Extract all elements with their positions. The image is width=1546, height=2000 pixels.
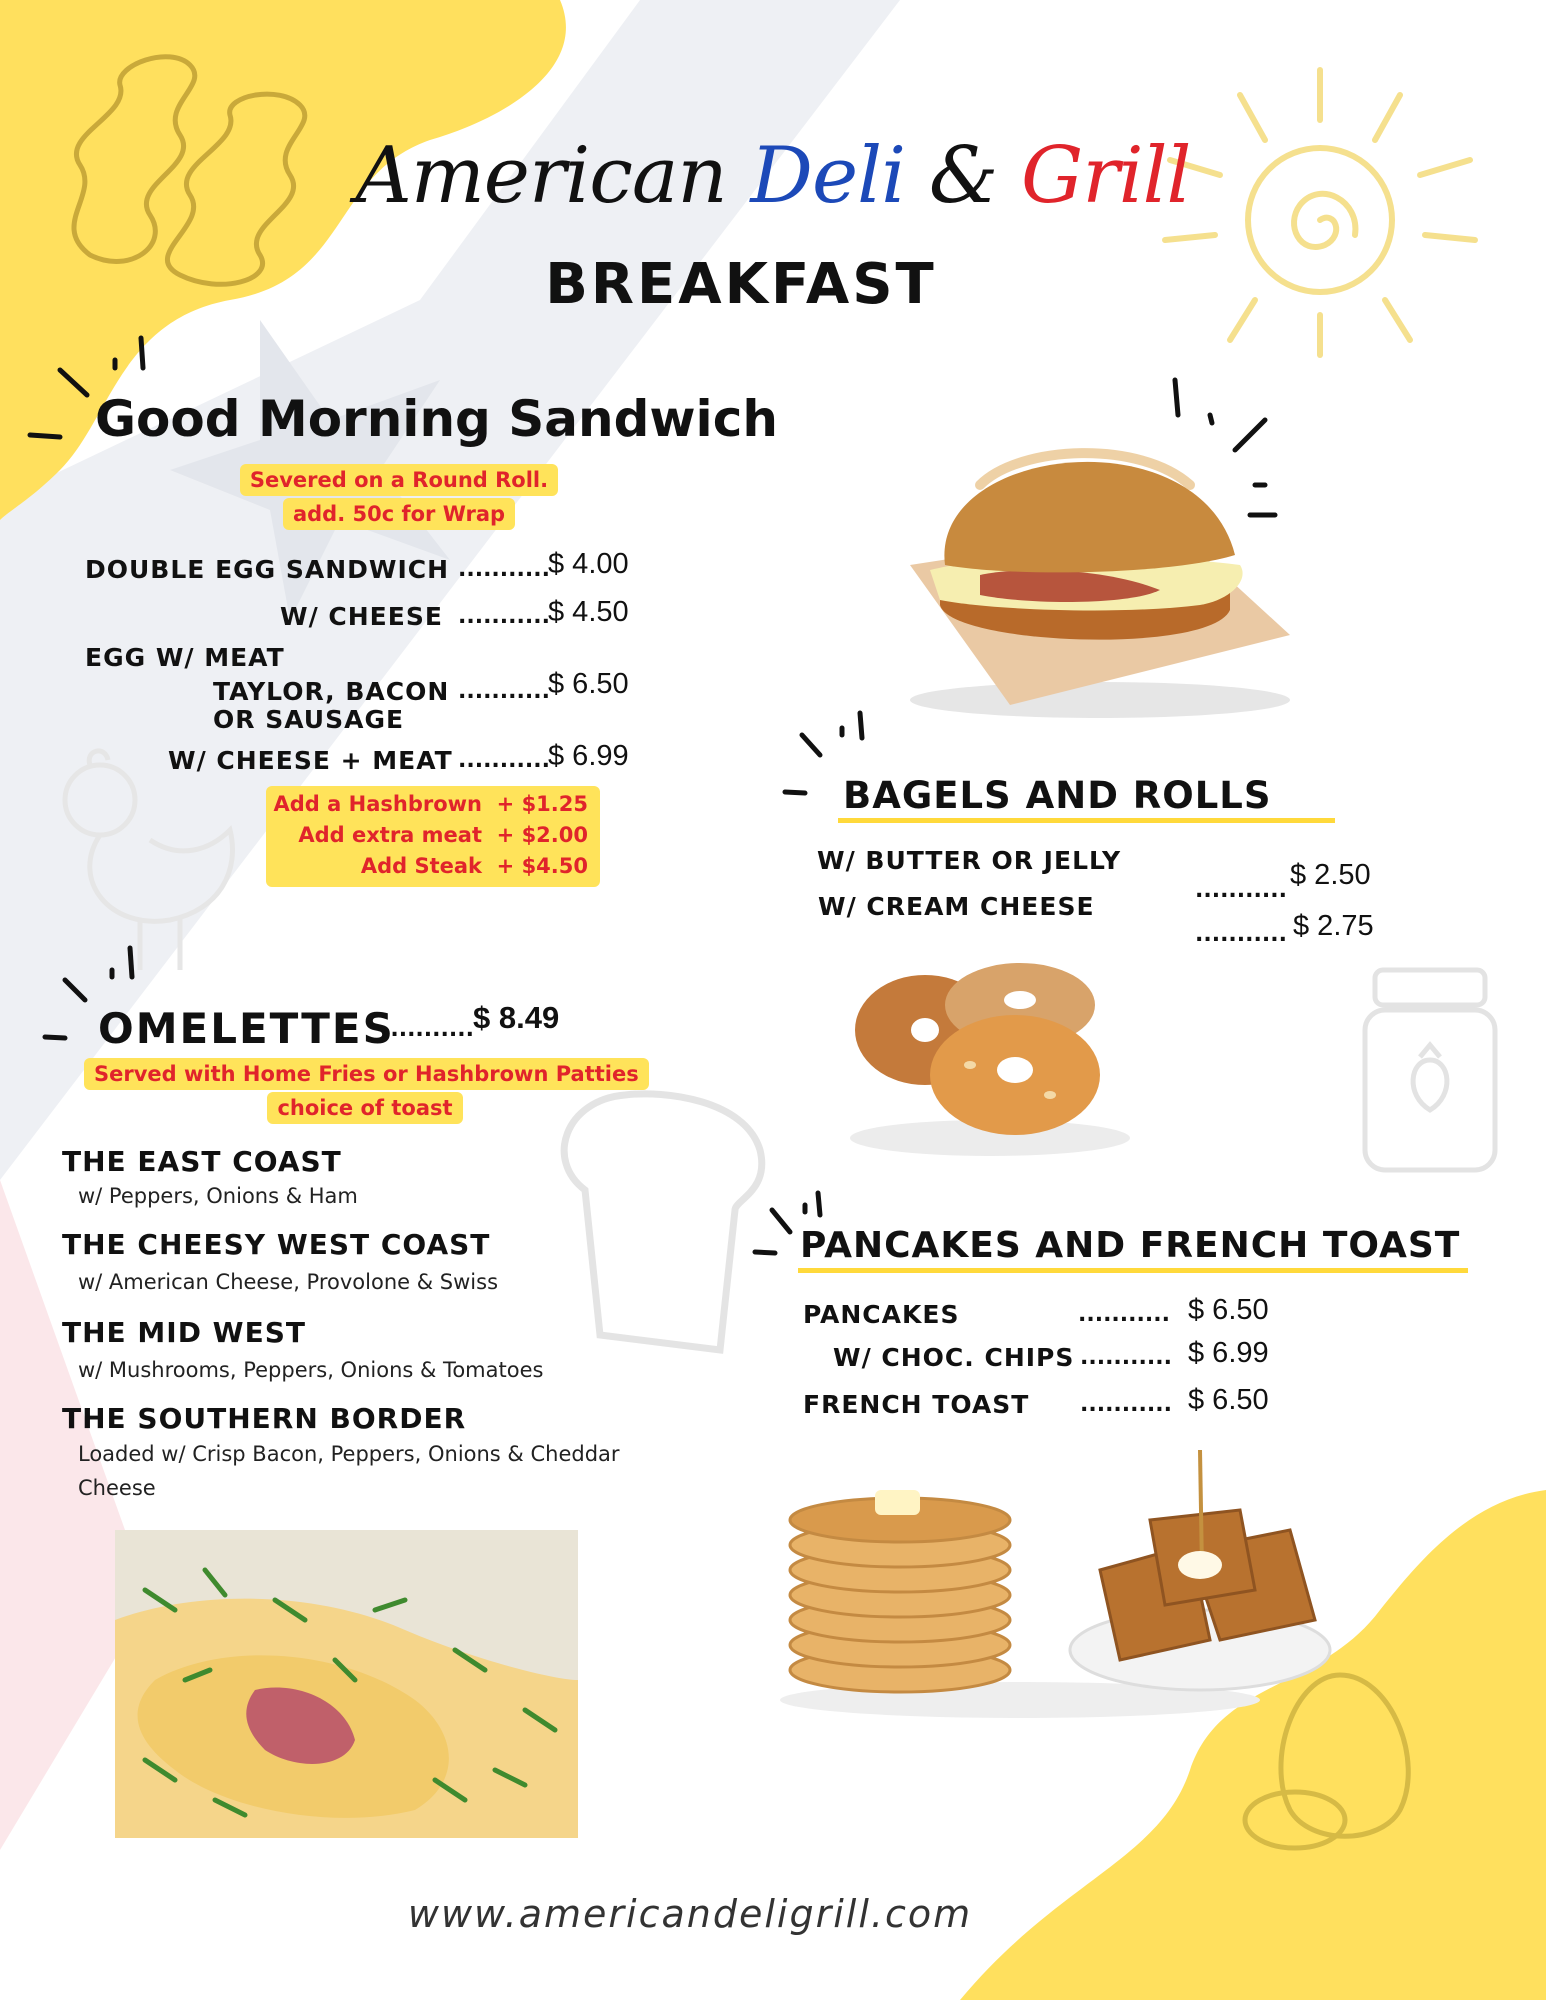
website-url[interactable]: www.americandeligrill.com (407, 1892, 973, 1936)
addon-label: Add extra meat (298, 823, 482, 847)
brand-word-deli: Deli (750, 131, 906, 221)
jam-jar-icon (1355, 965, 1505, 1175)
omelettes-section-title: OMELETTES (98, 1004, 395, 1053)
sandwich-item-name-line2: OR SAUSAGE (213, 705, 405, 734)
omelette-description: w/ American Cheese, Provolone & Swiss (78, 1270, 499, 1294)
addon-row (266, 821, 600, 852)
omelettes-note-line1: Served with Home Fries or Hashbrown Patties (84, 1058, 649, 1090)
breakfast-sandwich-photo (870, 405, 1310, 725)
bagels-title-underline (838, 818, 1335, 823)
sandwich-item-price: $ 4.00 (548, 548, 629, 580)
dot-leader: ........... (458, 557, 550, 582)
dot-leader: ........... (1078, 1302, 1170, 1327)
sandwich-note-line2: add. 50c for Wrap (283, 498, 515, 530)
brand-title (0, 128, 1546, 224)
dot-leader: ........... (458, 748, 550, 773)
addon-label: Add a Hashbrown (273, 792, 482, 816)
dot-leader: ........... (1195, 922, 1287, 947)
dot-leader: ........... (458, 679, 550, 704)
bagels-photo (840, 955, 1140, 1160)
pancakes-item-price: $ 6.99 (1188, 1337, 1269, 1369)
brand-word-grill: Grill (1021, 131, 1191, 221)
sandwich-section-title: Good Morning Sandwich (95, 390, 778, 448)
sandwich-item-name: EGG W/ MEAT (85, 643, 285, 672)
pancakes-item-name: PANCAKES (803, 1300, 960, 1329)
omelette-name: THE EAST COAST (62, 1145, 342, 1178)
omelette-name: THE MID WEST (62, 1316, 306, 1349)
sandwich-addons (266, 786, 600, 887)
dot-leader: ........... (382, 1017, 474, 1042)
bagels-item-name: W/ CREAM CHEESE (818, 892, 1095, 921)
pancakes-french-toast-photo (770, 1450, 1350, 1720)
sandwich-item-name: W/ CHEESE (280, 602, 443, 631)
omelettes-note-line2: choice of toast (267, 1092, 462, 1124)
dot-leader: ........... (1080, 1345, 1172, 1370)
sandwich-item-price: $ 6.50 (548, 668, 629, 700)
pancakes-item-name: W/ CHOC. CHIPS (833, 1343, 1075, 1372)
sandwich-note-line1: Severed on a Round Roll. (240, 464, 558, 496)
sandwich-item-price: $ 4.50 (548, 596, 629, 628)
addon-price: + $1.25 (496, 792, 588, 816)
brand-word-american: American (355, 131, 727, 221)
pancakes-item-name: FRENCH TOAST (803, 1390, 1030, 1419)
pancakes-item-price: $ 6.50 (1188, 1384, 1269, 1416)
omelette-photo (115, 1530, 578, 1838)
omelette-name: THE CHEESY WEST COAST (62, 1228, 491, 1261)
addon-price: + $4.50 (496, 854, 588, 878)
pancakes-section-title: PANCAKES AND FRENCH TOAST (800, 1225, 1461, 1266)
addon-row (266, 852, 600, 883)
bagels-item-price: $ 2.50 (1290, 859, 1371, 891)
omelettes-note (84, 1058, 646, 1124)
omelette-description: w/ Peppers, Onions & Ham (78, 1184, 358, 1208)
sandwich-item-name: DOUBLE EGG SANDWICH (85, 555, 450, 584)
bagels-item-name: W/ BUTTER OR JELLY (817, 846, 1122, 875)
pancakes-item-price: $ 6.50 (1188, 1294, 1269, 1326)
pancakes-title-underline (798, 1268, 1468, 1273)
omelette-description: Loaded w/ Crisp Bacon, Peppers, Onions & Cheddar Cheese (78, 1442, 620, 1500)
bagels-item-price: $ 2.75 (1293, 910, 1374, 942)
dot-leader: ........... (458, 604, 550, 629)
brand-word-and: & (928, 131, 998, 221)
sandwich-note (234, 464, 564, 530)
omelette-description: w/ Mushrooms, Peppers, Onions & Tomatoes (78, 1358, 544, 1382)
addon-row (266, 790, 600, 821)
omelette-name: THE SOUTHERN BORDER (62, 1402, 467, 1435)
dot-leader: ........... (1080, 1392, 1172, 1417)
dot-leader: ........... (1195, 878, 1287, 903)
menu-subtitle: BREAKFAST (545, 252, 937, 317)
omelettes-price: $ 8.49 (473, 1000, 560, 1035)
sandwich-item-name: TAYLOR, BACON (213, 677, 450, 706)
bagels-section-title: BAGELS AND ROLLS (843, 774, 1272, 817)
addon-label: Add Steak (360, 854, 482, 878)
addon-price: + $2.00 (496, 823, 588, 847)
sandwich-item-price: $ 6.99 (548, 740, 629, 772)
sandwich-item-name: W/ CHEESE + MEAT (168, 746, 453, 775)
